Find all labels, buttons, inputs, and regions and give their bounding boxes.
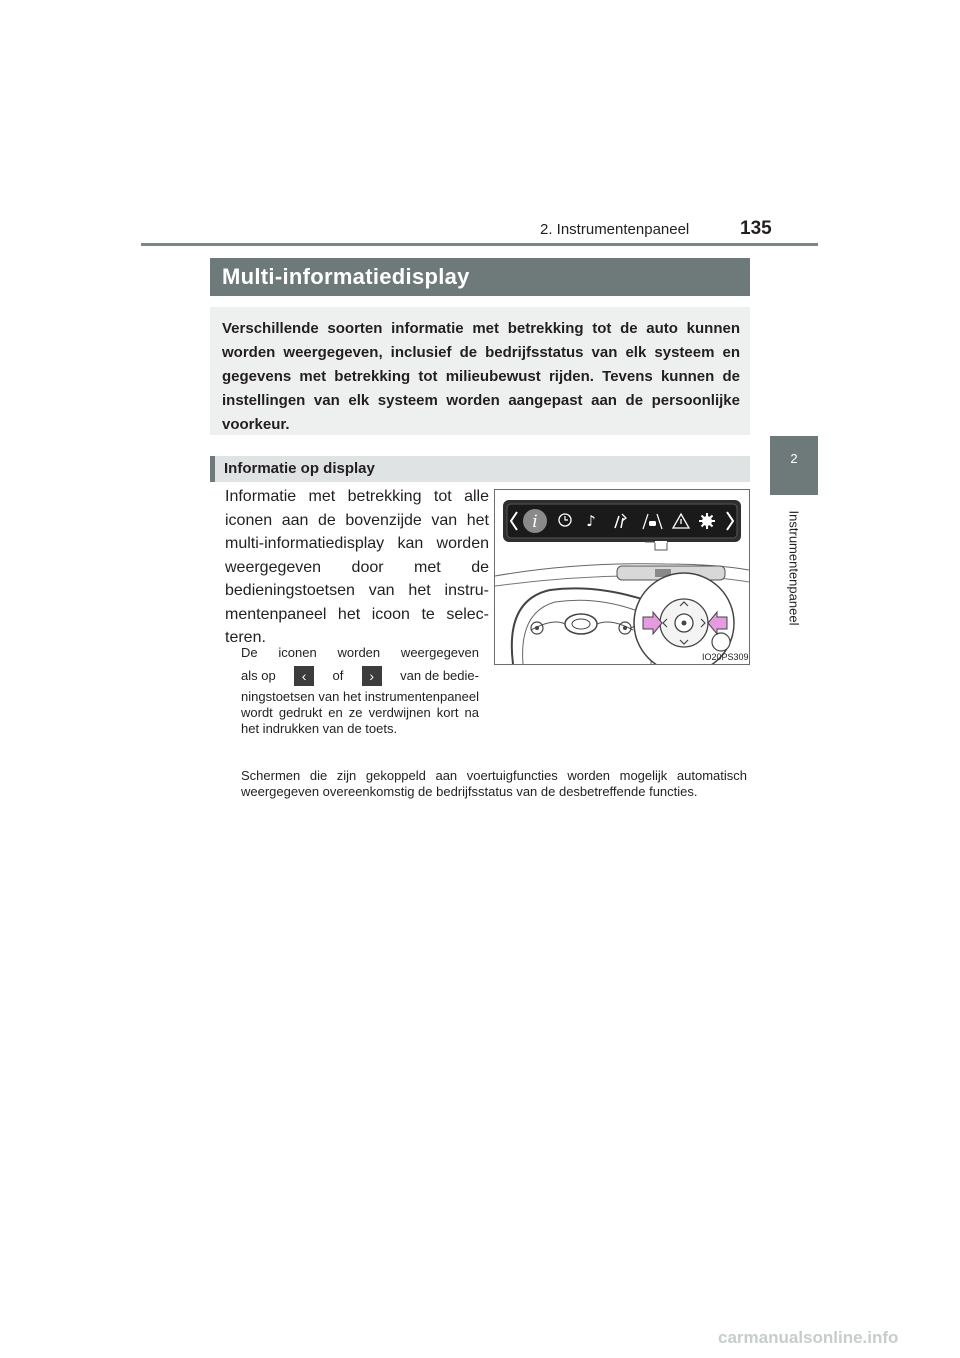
note-word-of: of [332,668,344,683]
note-word-als: als op [241,668,276,683]
subheading-accent [210,456,215,482]
page-number: 135 [740,218,772,239]
note-icons-line1: De iconen worden weergegeven [241,645,479,660]
dashboard-illustration [494,489,750,665]
section-title: Multi-informatiedisplay [210,258,750,296]
chapter-tab-label: Instrumentenpaneel [786,510,802,626]
body-paragraph: Informatie met betrekking tot alle iconen aan de bovenzijde van het multi-informatiedisplay kan worden weergegeven door met de bedieningstoetsen van het instrumentenpaneel het icoon te selecteren. [225,488,489,646]
note-icons-rest: ningstoetsen van het instrumentenpaneel wordt gedrukt en ze verdwijnen kort na het indrukken van de toets. [241,689,479,736]
note-icons [241,643,479,737]
dashboard-svg [495,490,749,664]
header-rule [141,243,818,246]
subheading [210,456,750,482]
running-header-section: 2. Instrumentenpaneel [540,221,690,238]
chevron-left-key-icon: ‹ [294,666,314,686]
music-note-icon: ♪ [586,512,596,530]
intro-box [210,307,750,435]
chapter-tab-number: 2 [790,451,798,466]
chevron-right-key-icon: › [362,666,382,686]
subheading-text: Informatie op display [224,460,375,477]
note-auto-screens: Schermen die zijn gekoppeld aan voertuigfuncties worden mogelijk automatisch weergegeven overeenkomstig de bedrijfsstatus van de desbetreffende functies. [241,768,747,799]
note-icons-line2 [241,663,479,689]
info-icon: i [532,512,538,532]
note-word-van: van de bedie- [400,668,479,683]
illustration-code: IO20PS309 [702,652,749,662]
watermark: carmanualsonline.info [718,1328,899,1347]
intro-text: Verschillende soorten informatie met betrekking tot de auto kunnen worden weergegeven, inclusief de bedrijfsstatus van elk systeem en gegevens met betrekking tot milieubewust rijden. Tevens kunnen de instellingen van elk systeem worden aangepast aan de persoonlijke voorkeur. [222,320,740,433]
